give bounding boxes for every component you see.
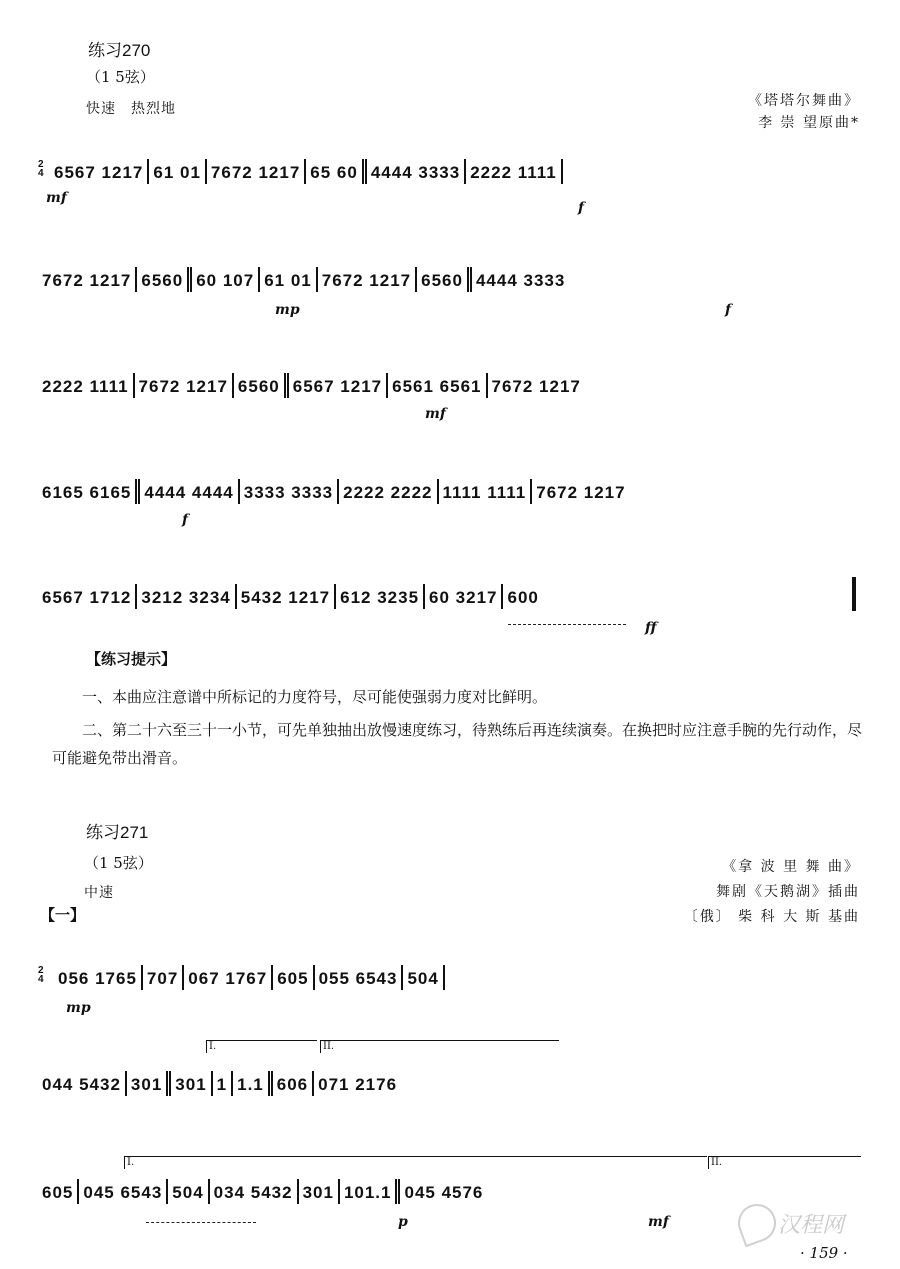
score-line-270-5 bbox=[38, 585, 858, 609]
measure: 4444 4444 bbox=[140, 479, 239, 504]
measure: 2222 1111 bbox=[466, 159, 563, 184]
dynamic-mark: f bbox=[182, 512, 189, 528]
measure: 1111 1111 bbox=[439, 479, 533, 504]
tips-heading bbox=[86, 645, 896, 673]
dynamic-mark: f bbox=[578, 200, 585, 216]
measure: 067 1767 bbox=[184, 965, 273, 990]
ex271-composer: 〔俄〕 柴 科 大 斯 基曲 bbox=[683, 909, 860, 925]
measure: 7672 1217 bbox=[318, 267, 417, 292]
score-line-270-3 bbox=[38, 374, 858, 398]
crescendo-line bbox=[508, 624, 626, 625]
ex271-strings: （1 5弦） bbox=[84, 854, 153, 872]
dynamic-mark: mf bbox=[46, 190, 67, 206]
measure: 6561 6561 bbox=[388, 373, 487, 398]
measure: 61 01 bbox=[149, 159, 207, 184]
watermark-text: 汉程网 bbox=[778, 1213, 845, 1238]
dynamic-mark: mf bbox=[425, 406, 446, 422]
dynamic-mark: mf bbox=[648, 1214, 669, 1230]
measure: 606 bbox=[273, 1071, 314, 1096]
measure: 045 6543 bbox=[79, 1179, 168, 1204]
measure: 7672 1217 bbox=[207, 159, 306, 184]
measure: 600 bbox=[507, 588, 539, 607]
volta-bracket: I. bbox=[206, 1040, 317, 1053]
ex270-strings: （1 5弦） bbox=[86, 68, 155, 86]
measure: 034 5432 bbox=[210, 1179, 299, 1204]
measure: 6567 1712 bbox=[38, 584, 137, 609]
measure: 60 3217 bbox=[425, 584, 503, 609]
time-signature-2-4: 2 4 bbox=[38, 965, 44, 985]
ex271-source: 舞剧《天鹅湖》插曲 bbox=[716, 884, 860, 900]
measure: 044 5432 bbox=[38, 1071, 127, 1096]
dynamic-mark: ff bbox=[645, 620, 657, 636]
measure: 2222 1111 bbox=[38, 373, 135, 398]
score-line-270-2 bbox=[38, 268, 858, 292]
page-number: · 159 · bbox=[800, 1244, 848, 1262]
measure: 504 bbox=[168, 1179, 209, 1204]
score-line-271-2 bbox=[38, 1072, 858, 1096]
ex271-tempo: 中速 bbox=[84, 885, 114, 901]
measure: 612 3235 bbox=[336, 584, 425, 609]
measure: 1.1 bbox=[233, 1071, 273, 1096]
dynamic-mark: mp bbox=[275, 302, 300, 318]
measure: 6165 6165 bbox=[38, 479, 140, 504]
measure: 6560 bbox=[137, 267, 192, 292]
ex271-title: 练习271 bbox=[86, 823, 149, 842]
score-line-271-1 bbox=[54, 966, 874, 990]
measure: 6567 1217 bbox=[289, 373, 388, 398]
measure: 055 6543 bbox=[315, 965, 404, 990]
score-line-271-3 bbox=[38, 1180, 858, 1204]
measure: 605 bbox=[273, 965, 314, 990]
measure: 6560 bbox=[234, 373, 289, 398]
final-barline bbox=[852, 577, 856, 611]
ex271-section: 【一】 bbox=[40, 906, 86, 924]
measure: 7672 1217 bbox=[38, 267, 137, 292]
measure: 301 bbox=[127, 1071, 171, 1096]
measure: 4444 3333 bbox=[367, 159, 466, 184]
measure: 504 bbox=[403, 965, 444, 990]
dynamic-mark: mp bbox=[66, 1000, 91, 1016]
measure: 61 01 bbox=[260, 267, 318, 292]
measure: 6567 1217 bbox=[50, 159, 149, 184]
measure: 301 bbox=[299, 1179, 340, 1204]
crescendo-line bbox=[146, 1222, 256, 1223]
measure: 1 bbox=[213, 1071, 233, 1096]
measure: 101.1 bbox=[340, 1179, 401, 1204]
tips-heading-text: 【练习提示】 bbox=[86, 650, 177, 668]
volta-bracket: I. bbox=[124, 1156, 707, 1169]
measure: 3212 3234 bbox=[137, 584, 236, 609]
measure: 045 4576 bbox=[404, 1183, 484, 1202]
dynamic-mark: f bbox=[725, 302, 732, 318]
watermark-logo bbox=[733, 1199, 782, 1248]
ex270-tempo: 快速 热烈地 bbox=[86, 101, 176, 117]
tip-item: 一、本曲应注意谱中所标记的力度符号，尽可能使强弱力度对比鲜明。 bbox=[82, 688, 548, 706]
measure: 7672 1217 bbox=[135, 373, 234, 398]
measure: 7672 1217 bbox=[491, 377, 581, 396]
measure: 707 bbox=[143, 965, 184, 990]
time-signature-2-4: 2 4 bbox=[38, 159, 44, 179]
ex270-composer: 李 崇 望原曲* bbox=[758, 115, 860, 131]
measure: 301 bbox=[171, 1071, 212, 1096]
measure: 071 2176 bbox=[318, 1075, 398, 1094]
measure: 4444 3333 bbox=[475, 271, 566, 290]
measure: 605 bbox=[38, 1179, 79, 1204]
ex270-title: 练习270 bbox=[88, 41, 151, 60]
measure: 65 60 bbox=[306, 159, 367, 184]
measure: 7672 1217 bbox=[536, 483, 626, 502]
measure: 3333 3333 bbox=[240, 479, 339, 504]
measure: 60 107 bbox=[192, 267, 260, 292]
measure: 5432 1217 bbox=[237, 584, 336, 609]
score-line-270-1 bbox=[50, 160, 870, 184]
ex270-piece: 《塔塔尔舞曲》 bbox=[748, 93, 860, 109]
tip-item: 二、第二十六至三十一小节，可先单独抽出放慢速度练习，待熟练后再连续演奏。在换把时应注意手腕的先行动作，尽可能避免带出滑音。 bbox=[52, 721, 863, 767]
measure: 2222 2222 bbox=[339, 479, 438, 504]
volta-bracket: II. bbox=[708, 1156, 861, 1169]
measure: 6560 bbox=[417, 267, 472, 292]
score-line-270-4 bbox=[38, 480, 858, 504]
volta-bracket: II. bbox=[320, 1040, 559, 1053]
ex271-piece: 《拿 波 里 舞 曲》 bbox=[722, 859, 860, 875]
dynamic-mark: p bbox=[398, 1214, 408, 1230]
measure: 056 1765 bbox=[54, 965, 143, 990]
